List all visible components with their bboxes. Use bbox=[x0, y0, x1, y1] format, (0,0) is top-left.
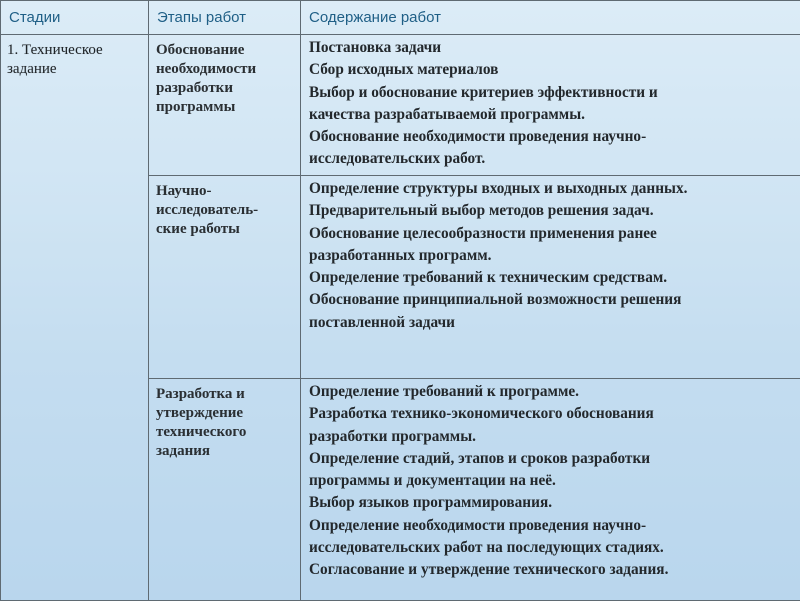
step-cell bbox=[149, 379, 301, 601]
content-line: Определение требований к техническим средствам. bbox=[309, 267, 794, 289]
content-cell bbox=[301, 379, 800, 601]
step-line: программы bbox=[156, 98, 294, 117]
step-line: Разработка и bbox=[156, 385, 294, 404]
step-line: Обоснование bbox=[156, 41, 294, 60]
content-line: качества разрабатываемой программы. bbox=[309, 104, 794, 126]
step-line: утверждение bbox=[156, 404, 294, 423]
content-line: поставленной задачи bbox=[309, 312, 794, 334]
content-cell bbox=[301, 35, 800, 176]
step-line: необходимости bbox=[156, 60, 294, 79]
content-line: Предварительный выбор методов решения задач. bbox=[309, 200, 794, 222]
header-row bbox=[1, 1, 800, 35]
stage-title-line: 1. Техническое bbox=[7, 41, 142, 60]
content-line: разработанных программ. bbox=[309, 245, 794, 267]
step-line: Научно- bbox=[156, 182, 294, 201]
content-line: программы и документации на неё. bbox=[309, 470, 794, 492]
table-row bbox=[1, 35, 800, 176]
content-line: Определение требований к программе. bbox=[309, 381, 794, 403]
header-stages: Стадии bbox=[1, 1, 149, 35]
content-line: Определение необходимости проведения научно- bbox=[309, 515, 794, 537]
content-line: Выбор языков программирования. bbox=[309, 492, 794, 514]
content-cell bbox=[301, 176, 800, 379]
step-line: исследователь- bbox=[156, 201, 294, 220]
content-line: Разработка технико-экономического обоснования bbox=[309, 403, 794, 425]
step-line: ские работы bbox=[156, 220, 294, 239]
content-line: разработки программы. bbox=[309, 426, 794, 448]
content-line: Постановка задачи bbox=[309, 37, 794, 59]
content-line: Обоснование необходимости проведения научно- bbox=[309, 126, 794, 148]
stage-cell bbox=[1, 35, 149, 601]
content-line: Обоснование целесообразности применения ранее bbox=[309, 223, 794, 245]
step-line: разработки bbox=[156, 79, 294, 98]
content-line: Определение структуры входных и выходных данных. bbox=[309, 178, 794, 200]
content-line: исследовательских работ на последующих стадиях. bbox=[309, 537, 794, 559]
content-line: Согласование и утверждение технического задания. bbox=[309, 559, 794, 581]
content-line: Определение стадий, этапов и сроков разработки bbox=[309, 448, 794, 470]
header-steps: Этапы работ bbox=[149, 1, 301, 35]
header-content: Содержание работ bbox=[301, 1, 800, 35]
step-cell bbox=[149, 176, 301, 379]
content-line: Выбор и обоснование критериев эффективности и bbox=[309, 82, 794, 104]
step-cell bbox=[149, 35, 301, 176]
stage-title-line: задание bbox=[7, 60, 142, 79]
step-line: задания bbox=[156, 442, 294, 461]
content-line: исследовательских работ. bbox=[309, 148, 794, 170]
content-line: Обоснование принципиальной возможности решения bbox=[309, 289, 794, 311]
step-line: технического bbox=[156, 423, 294, 442]
content-line: Сбор исходных материалов bbox=[309, 59, 794, 81]
